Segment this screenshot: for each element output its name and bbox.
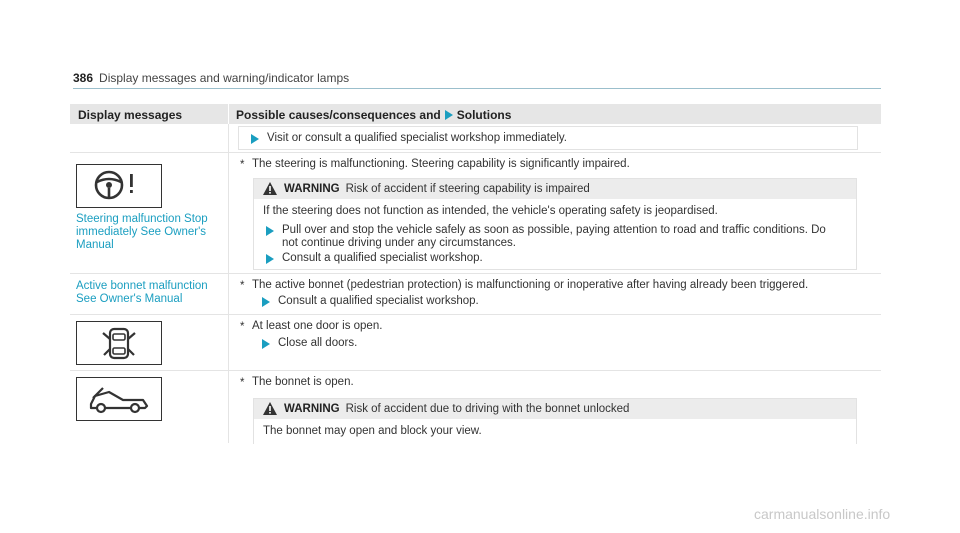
message-cell xyxy=(70,315,228,370)
solution-cell xyxy=(228,124,881,152)
warning-box xyxy=(253,178,857,270)
steering-warning-icon xyxy=(76,164,162,208)
step-arrow-icon xyxy=(266,226,274,236)
solution-cell xyxy=(228,274,881,314)
warning-box xyxy=(253,398,857,444)
solution-cell xyxy=(228,371,881,443)
display-message-line: See Owner's Manual xyxy=(76,293,183,305)
cause-marker: * xyxy=(240,377,245,389)
warning-label: WARNING xyxy=(284,403,340,415)
table-row xyxy=(70,370,881,443)
header-separator xyxy=(228,104,229,124)
message-cell xyxy=(70,124,228,152)
warning-text: If the steering does not function as intended, the vehicle's operating safety is jeopardised. xyxy=(263,205,718,217)
step-text: not continue driving under any circumstances. xyxy=(282,237,516,249)
warning-text: The bonnet may open and block your view. xyxy=(263,425,482,437)
page-number: 386 xyxy=(73,71,94,85)
cause-marker: * xyxy=(240,321,245,333)
step-text: Consult a qualified specialist workshop. xyxy=(282,252,483,264)
col-header-causes-solutions xyxy=(236,108,511,122)
cause-marker: * xyxy=(240,280,245,292)
display-message-line: Steering malfunction Stop xyxy=(76,213,208,225)
table-row xyxy=(70,124,881,152)
watermark-text: carmanualsonline.info xyxy=(754,506,891,522)
cause-text: At least one door is open. xyxy=(252,320,383,332)
cause-text: The active bonnet (pedestrian protection) is malfunctioning or inoperative after having already been triggered. xyxy=(252,279,809,291)
warning-header xyxy=(254,399,856,419)
display-message-line: immediately See Owner's xyxy=(76,226,207,238)
warning-title-text: Risk of accident if steering capability is impaired xyxy=(345,183,590,195)
warning-header xyxy=(254,179,856,199)
warning-label: WARNING xyxy=(284,183,340,195)
table-row xyxy=(70,314,881,370)
message-cell xyxy=(70,274,228,314)
step-arrow-icon xyxy=(262,297,270,307)
cause-text: The bonnet is open. xyxy=(252,376,354,388)
header-rule xyxy=(73,88,881,89)
bonnet-open-icon xyxy=(76,377,162,421)
step-arrow-icon xyxy=(262,339,270,349)
page-header xyxy=(73,71,349,85)
page-title: Display messages and warning/indicator lamps xyxy=(99,71,350,85)
warning-title-text: Risk of accident due to driving with the bonnet unlocked xyxy=(345,403,630,415)
warning-triangle-icon xyxy=(263,182,277,195)
warning-triangle-icon xyxy=(263,402,277,415)
step-text: Visit or consult a qualified specialist workshop immediately. xyxy=(267,132,567,144)
table-row xyxy=(70,152,881,273)
col-header-solutions-text: Solutions xyxy=(456,108,512,122)
step-text: Pull over and stop the vehicle safely as soon as possible, paying attention to road and traffic conditions. Do xyxy=(282,224,826,236)
warning-title xyxy=(284,183,590,195)
step-arrow-icon xyxy=(251,134,259,144)
warning-title xyxy=(284,403,629,415)
cause-text: The steering is malfunctioning. Steering capability is significantly impaired. xyxy=(252,158,630,170)
table-header xyxy=(70,104,881,124)
step-arrow-icon xyxy=(266,254,274,264)
step-text: Consult a qualified specialist workshop. xyxy=(278,295,479,307)
door-open-icon xyxy=(76,321,162,365)
cause-marker: * xyxy=(240,159,245,171)
display-message-line: Active bonnet malfunction xyxy=(76,280,208,292)
messages-table xyxy=(70,104,881,443)
arrow-icon xyxy=(445,110,453,120)
table-row xyxy=(70,273,881,314)
solution-cell xyxy=(228,315,881,370)
message-cell xyxy=(70,371,228,443)
col-header-display-messages: Display messages xyxy=(78,108,183,122)
solution-cell xyxy=(228,153,881,273)
display-message-line: Manual xyxy=(76,239,114,251)
step-text: Close all doors. xyxy=(278,337,358,349)
col-header-causes-text: Possible causes/consequences and xyxy=(236,108,441,122)
message-cell xyxy=(70,153,228,273)
step-box xyxy=(238,126,858,150)
